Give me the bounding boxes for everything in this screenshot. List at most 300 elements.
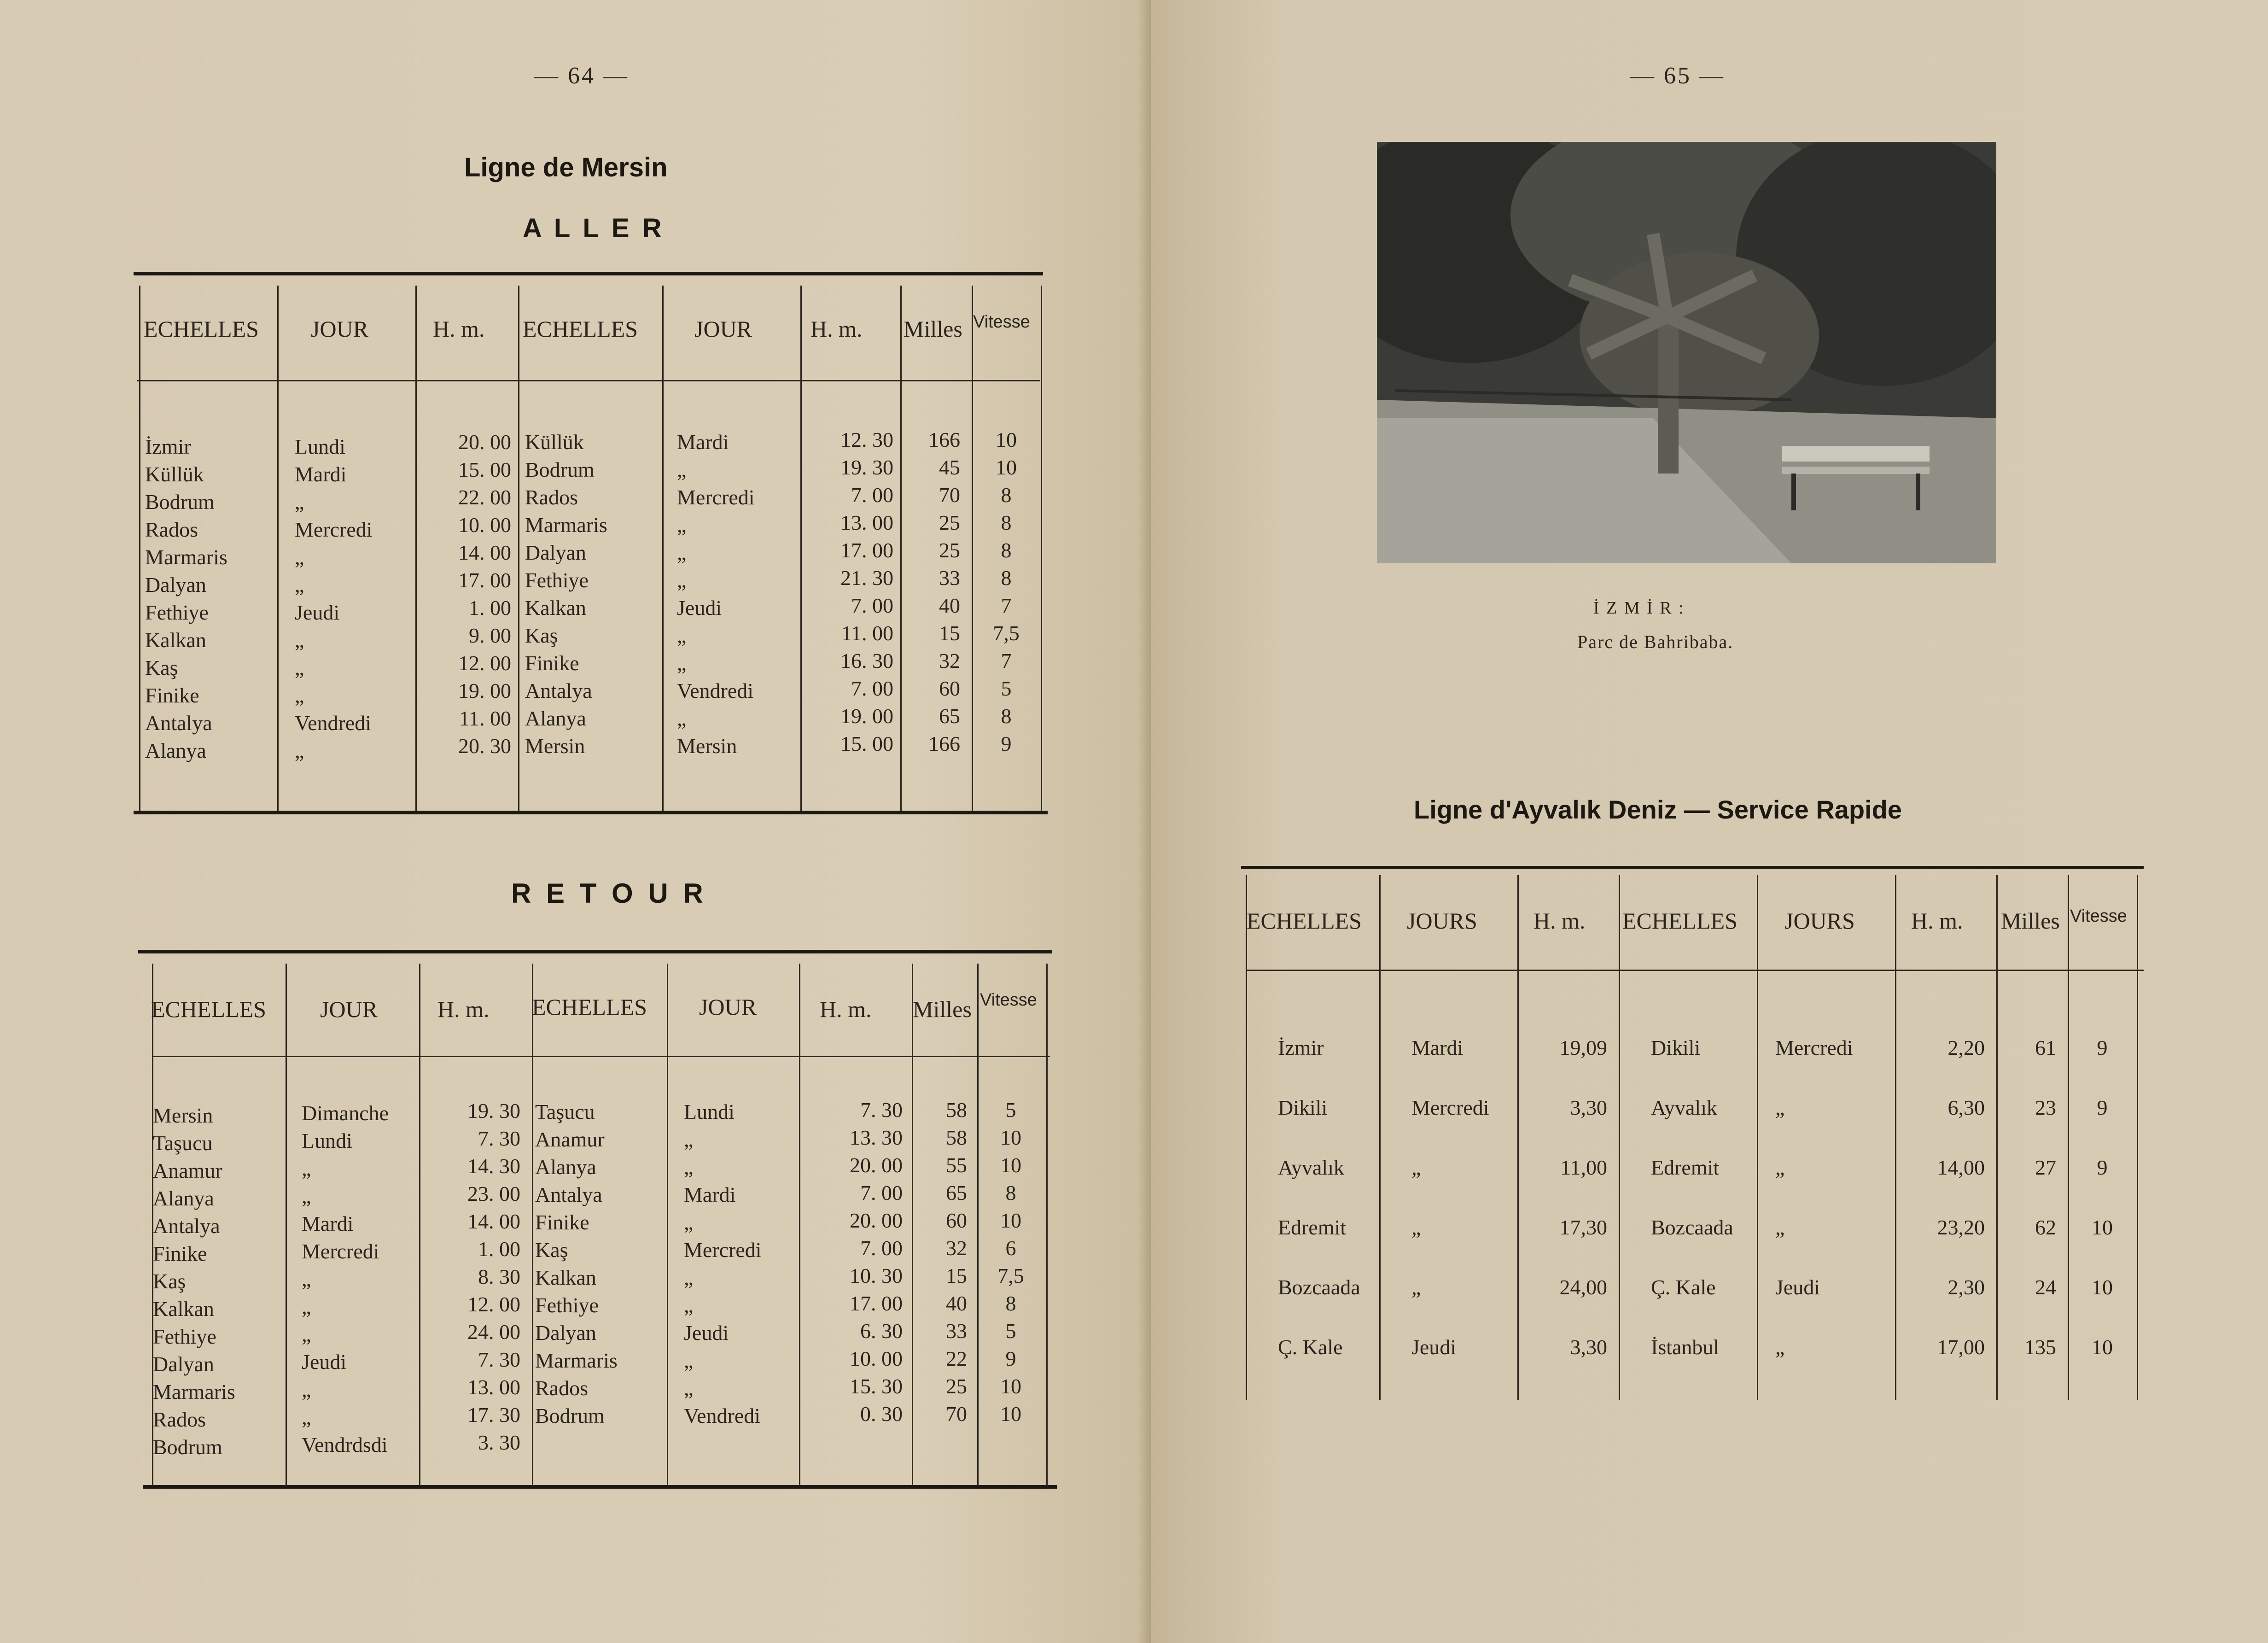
ayvalik-title: Ligne d'Ayvalık Deniz — Service Rapide [1414, 795, 1902, 824]
table-cell: 166 [928, 428, 960, 451]
table-cell: Kaş [153, 1269, 186, 1293]
table-cell: Antalya [525, 679, 592, 702]
table-cell: 11. 00 [459, 707, 511, 730]
table-cell: 6. 30 [860, 1319, 903, 1343]
table-cell: 12. 30 [840, 428, 893, 451]
table-cell: 8 [1001, 538, 1012, 562]
table-cell: 9 [2097, 1036, 2108, 1059]
aller-col-vitesse [976, 426, 1036, 758]
table-cell: „ [684, 1210, 694, 1234]
table-cell: 2,30 [1947, 1275, 1985, 1299]
table-cell: Jeudi [677, 596, 722, 620]
table-cell: 7. 30 [478, 1127, 520, 1150]
table-cell: 23,20 [1937, 1216, 1985, 1239]
table-cell: Edremit [1651, 1156, 1720, 1179]
table-cell: 17,00 [1937, 1335, 1985, 1359]
table-cell: Kalkan [145, 628, 206, 652]
table-cell: 21. 30 [840, 566, 893, 590]
table-cell: 62 [2035, 1216, 2056, 1239]
table-cell: 6,30 [1947, 1096, 1985, 1119]
aller-col-hm-2 [806, 426, 893, 758]
table-cell: 20. 30 [458, 734, 511, 758]
table-cell: Küllük [145, 462, 204, 486]
table-cell: 32 [939, 649, 960, 672]
table-cell: 32 [946, 1236, 967, 1260]
ayvalik-col-vitesse [2072, 1018, 2132, 1377]
table-cell: Antalya [145, 711, 212, 735]
table-cell: 61 [2035, 1036, 2056, 1059]
table-cell: Marmaris [153, 1380, 235, 1403]
table-cell: Mardi [684, 1183, 736, 1206]
table-cell: Jeudi [295, 601, 340, 624]
table-cell: 20. 00 [850, 1209, 903, 1232]
table-cell: Mercredi [1411, 1096, 1489, 1119]
aller-heading: A L L E R [523, 213, 665, 243]
header-hm: H. m. [433, 316, 485, 342]
table-cell: „ [295, 545, 304, 569]
table-cell: 12. 00 [467, 1292, 520, 1316]
aller-col-hm [428, 428, 511, 760]
table-cell: „ [684, 1349, 694, 1372]
header-hm: H. m. [437, 996, 490, 1022]
header-hm-2: H. m. [810, 316, 863, 342]
header-vitesse: Vitesse [2070, 906, 2127, 926]
table-cell: Kalkan [535, 1266, 596, 1289]
table-cell: 14. 00 [458, 541, 511, 564]
table-cell: 17. 00 [840, 538, 893, 562]
aller-col-jour [295, 433, 373, 765]
table-cell: Ayvalık [1278, 1156, 1344, 1179]
table-cell: Jeudi [1775, 1275, 1820, 1299]
table-cell: Bozcaada [1278, 1275, 1360, 1299]
table-cell: 40 [946, 1292, 967, 1315]
table-cell: 60 [946, 1209, 967, 1232]
table-cell: 8 [1001, 566, 1012, 590]
table-cell: Alanya [145, 739, 206, 762]
table-cell: 3,30 [1570, 1335, 1607, 1359]
table-cell: Finike [525, 651, 579, 675]
table-cell: Lundi [684, 1100, 735, 1123]
table-cell: 5 [1005, 1098, 1016, 1122]
table-cell: 8 [1005, 1292, 1016, 1315]
table-cell: Taşucu [153, 1131, 213, 1155]
table-cell: İzmir [145, 435, 191, 458]
header-echelles: ECHELLES [151, 996, 266, 1022]
table-cell: „ [684, 1155, 694, 1179]
retour-heading: R E T O U R [511, 878, 707, 909]
table-cell: „ [677, 707, 687, 730]
header-echelles: ECHELLES [1247, 908, 1362, 934]
table-cell: 11,00 [1560, 1156, 1607, 1179]
table-cell: Alanya [153, 1187, 214, 1210]
table-cell: 10 [1000, 1374, 1021, 1398]
retour-col-hm [428, 1097, 520, 1456]
table-cell: 65 [946, 1181, 967, 1204]
table-cell: İzmir [1278, 1036, 1324, 1059]
table-cell: 7. 30 [478, 1348, 520, 1371]
table-cell: 60 [939, 677, 960, 700]
retour-table [138, 950, 1057, 1493]
ayvalik-col-milles [2001, 1018, 2056, 1377]
table-cell: 33 [939, 566, 960, 590]
table-cell: 15. 30 [850, 1374, 903, 1398]
table-cell: „ [684, 1128, 694, 1151]
table-cell: „ [295, 628, 304, 652]
table-cell: Kalkan [153, 1297, 214, 1321]
table-cell: 65 [939, 704, 960, 728]
page-number: — 65 — [1630, 63, 1725, 89]
retour-col-jour [302, 1099, 389, 1459]
table-cell: Dikili [1651, 1036, 1701, 1059]
table-cell: 25 [939, 538, 960, 562]
table-cell: 15. 00 [458, 458, 511, 481]
table-cell: 24,00 [1559, 1275, 1607, 1299]
table-cell: Antalya [535, 1183, 602, 1206]
table-cell: 8 [1001, 511, 1012, 534]
table-cell: Dimanche [302, 1101, 389, 1125]
table-cell: 23 [2035, 1096, 2056, 1119]
table-cell: 135 [2024, 1335, 2056, 1359]
retour-col-milles [916, 1096, 967, 1428]
table-cell: Rados [525, 485, 578, 509]
table-cell: 7. 00 [860, 1236, 903, 1260]
header-jours-2: JOURS [1784, 908, 1855, 934]
table-cell: „ [302, 1378, 311, 1401]
header-jour-2: JOUR [699, 994, 757, 1020]
table-cell: 58 [946, 1098, 967, 1122]
table-cell: Vendredi [684, 1404, 761, 1427]
table-cell: Bozcaada [1651, 1216, 1733, 1239]
table-cell: Lundi [302, 1129, 352, 1152]
table-cell: Kaş [145, 656, 178, 679]
table-cell: 5 [1001, 677, 1012, 700]
table-cell: 9 [2097, 1156, 2108, 1179]
table-cell: 8 [1001, 704, 1012, 728]
header-hm: H. m. [1533, 908, 1586, 934]
table-cell: Rados [153, 1408, 206, 1431]
table-cell: 7,5 [993, 621, 1020, 645]
table-cell: 16. 30 [840, 649, 893, 672]
table-cell: Jeudi [1411, 1335, 1457, 1359]
table-cell: Mersin [153, 1104, 213, 1127]
table-cell: 19,09 [1559, 1036, 1607, 1059]
table-cell: „ [302, 1267, 311, 1291]
table-cell: 7 [1001, 594, 1012, 617]
table-cell: Dikili [1278, 1096, 1328, 1119]
table-cell: Finike [153, 1242, 207, 1265]
table-cell: 22 [946, 1347, 967, 1370]
header-echelles: ECHELLES [144, 316, 259, 342]
table-cell: 3. 30 [478, 1431, 520, 1454]
table-cell: 10 [2092, 1335, 2113, 1359]
table-cell: 3,30 [1570, 1096, 1607, 1119]
table-cell: 10 [2092, 1216, 2113, 1239]
table-cell: 0. 30 [860, 1402, 903, 1426]
table-cell: Rados [535, 1376, 588, 1400]
table-cell: „ [1775, 1335, 1785, 1359]
table-cell: 10 [996, 456, 1017, 479]
ayvalik-col-hm-2 [1895, 1018, 1985, 1377]
table-cell: 7. 00 [860, 1181, 903, 1204]
retour-col-echelles [153, 1102, 235, 1461]
table-cell: 7. 30 [860, 1098, 903, 1122]
table-cell: Bodrum [535, 1404, 605, 1427]
table-cell: „ [1411, 1275, 1421, 1299]
table-cell: 55 [946, 1153, 967, 1177]
aller-col-milles [905, 426, 960, 758]
ayvalik-col-jours-2 [1775, 1018, 1853, 1377]
table-cell: Fethiye [535, 1293, 599, 1317]
page-title: Ligne de Mersin [464, 152, 668, 182]
table-cell: „ [302, 1157, 311, 1180]
table-cell: „ [1775, 1156, 1785, 1179]
table-cell: 12. 00 [458, 651, 511, 675]
table-cell: 7,5 [997, 1264, 1024, 1287]
table-cell: 40 [939, 594, 960, 617]
header-jour: JOUR [320, 996, 378, 1022]
table-cell: Vendrdsdi [302, 1433, 388, 1456]
table-cell: Antalya [153, 1214, 220, 1238]
table-cell: 2,20 [1947, 1036, 1985, 1059]
table-cell: 25 [939, 511, 960, 534]
table-cell: Mardi [1411, 1036, 1463, 1059]
table-cell: „ [684, 1293, 694, 1317]
table-cell: 10 [1000, 1402, 1021, 1426]
photo-caption-title: İ Z M İ R : [1593, 598, 1685, 618]
table-cell: „ [677, 541, 687, 564]
table-cell: 7. 00 [851, 594, 893, 617]
table-cell: 19. 00 [840, 704, 893, 728]
header-jour: JOUR [311, 316, 369, 342]
table-cell: 20. 00 [458, 430, 511, 454]
table-cell: Dalyan [525, 541, 586, 564]
table-cell: 23. 00 [467, 1182, 520, 1205]
table-cell: 8 [1005, 1181, 1016, 1204]
table-cell: „ [677, 458, 687, 481]
retour-col-jour-2 [684, 1098, 762, 1430]
table-cell: „ [295, 656, 304, 679]
table-cell: Ç. Kale [1651, 1275, 1716, 1299]
table-cell: Bodrum [145, 490, 215, 514]
ayvalik-col-echelles [1278, 1018, 1360, 1377]
table-cell: Marmaris [145, 545, 227, 569]
table-cell: 7 [1001, 649, 1012, 672]
table-cell: 8. 30 [478, 1265, 520, 1288]
table-cell: 9 [2097, 1096, 2108, 1119]
aller-col-jour-2 [677, 428, 755, 760]
table-cell: „ [295, 490, 304, 514]
table-cell: Bodrum [525, 458, 595, 481]
table-cell: Jeudi [684, 1321, 729, 1345]
table-cell: Bodrum [153, 1435, 222, 1459]
header-milles: Milles [904, 316, 962, 342]
table-cell: Mersin [525, 734, 585, 758]
table-cell: 24. 00 [467, 1320, 520, 1344]
ayvalik-col-jours [1411, 1018, 1489, 1377]
table-cell: Marmaris [525, 513, 607, 537]
table-cell: İstanbul [1651, 1335, 1720, 1359]
table-cell: „ [302, 1184, 311, 1208]
table-cell: 1. 00 [478, 1237, 520, 1261]
retour-col-vitesse [981, 1096, 1041, 1428]
header-jour-2: JOUR [694, 316, 752, 342]
table-cell: 11. 00 [841, 621, 893, 645]
table-cell: Mersin [677, 734, 737, 758]
table-cell: Anamur [153, 1159, 222, 1182]
table-cell: 33 [946, 1319, 967, 1343]
table-cell: Fethiye [153, 1325, 216, 1348]
table-cell: 9 [1005, 1347, 1016, 1370]
header-vitesse: Vitesse [980, 990, 1037, 1010]
table-cell: 10. 00 [458, 513, 511, 537]
table-cell: 7. 00 [851, 677, 893, 700]
table-cell: 20. 00 [850, 1153, 903, 1177]
table-cell: „ [684, 1376, 694, 1400]
table-cell: 14. 00 [467, 1210, 520, 1233]
header-jours: JOURS [1407, 908, 1477, 934]
table-cell: 6 [1005, 1236, 1016, 1260]
table-cell: 166 [928, 732, 960, 755]
table-cell: „ [302, 1405, 311, 1429]
table-cell: „ [684, 1266, 694, 1289]
page-number: — 64 — [534, 63, 629, 89]
table-cell: 70 [946, 1402, 967, 1426]
table-cell: 13. 00 [467, 1375, 520, 1399]
header-vitesse: Vitesse [973, 312, 1030, 332]
table-cell: Mercredi [1775, 1036, 1853, 1059]
table-cell: 7. 00 [851, 483, 893, 507]
table-cell: 24 [2035, 1275, 2056, 1299]
table-cell: Mercredi [684, 1238, 762, 1262]
table-cell: 8 [1001, 483, 1012, 507]
table-cell: 58 [946, 1126, 967, 1149]
table-cell: 19. 30 [840, 456, 893, 479]
table-cell: „ [302, 1322, 311, 1346]
table-cell: 5 [1005, 1319, 1016, 1343]
retour-col-hm-2 [810, 1096, 903, 1428]
table-cell: 17,30 [1559, 1216, 1607, 1239]
header-hm-2: H. m. [1911, 908, 1963, 934]
table-cell: Vendredi [295, 711, 372, 735]
table-cell: Rados [145, 518, 198, 541]
ayvalik-col-echelles-2 [1651, 1018, 1733, 1377]
table-cell: „ [295, 739, 304, 762]
table-cell: 10 [1000, 1209, 1021, 1232]
table-cell: „ [677, 651, 687, 675]
table-cell: Ç. Kale [1278, 1335, 1343, 1359]
table-cell: 10. 30 [850, 1264, 903, 1287]
table-cell: „ [1411, 1216, 1421, 1239]
table-cell: Finike [535, 1210, 589, 1234]
table-cell: 22. 00 [458, 485, 511, 509]
table-cell: 13. 00 [840, 511, 893, 534]
table-cell: 14. 30 [467, 1154, 520, 1178]
park-photo-drawing [1377, 142, 1996, 563]
table-cell: 15 [939, 621, 960, 645]
table-cell: 27 [2035, 1156, 2056, 1179]
table-cell: „ [677, 624, 687, 647]
table-cell: 13. 30 [850, 1126, 903, 1149]
table-cell: Kaş [525, 624, 558, 647]
table-cell: 10 [1000, 1126, 1021, 1149]
aller-col-echelles [145, 433, 227, 765]
table-cell: Mardi [302, 1212, 354, 1235]
header-milles: Milles [913, 996, 972, 1022]
table-cell: „ [677, 513, 687, 537]
table-cell: 14,00 [1937, 1156, 1985, 1179]
table-cell: Mercredi [295, 518, 373, 541]
table-cell: 25 [946, 1374, 967, 1398]
table-cell: 10 [1000, 1153, 1021, 1177]
table-cell: Marmaris [535, 1349, 618, 1372]
photo-caption-subtitle: Parc de Bahribaba. [1577, 631, 1734, 652]
table-cell: Jeudi [302, 1350, 347, 1374]
park-photo [1377, 142, 1996, 563]
table-cell: Lundi [295, 435, 345, 458]
table-cell: „ [1775, 1216, 1785, 1239]
table-cell: Mercredi [677, 485, 755, 509]
table-cell: Küllük [525, 430, 584, 454]
table-cell: „ [677, 568, 687, 592]
table-cell: Vendredi [677, 679, 754, 702]
aller-table [134, 272, 1048, 820]
header-hm-2: H. m. [820, 996, 872, 1022]
table-cell: 10 [2092, 1275, 2113, 1299]
table-cell: „ [302, 1295, 311, 1318]
table-cell: 17. 00 [458, 568, 511, 592]
table-cell: 17. 00 [850, 1292, 903, 1315]
retour-col-echelles-2 [535, 1098, 618, 1430]
table-cell: Kalkan [525, 596, 586, 620]
table-cell: Dalyan [535, 1321, 596, 1345]
table-cell: Edremit [1278, 1216, 1347, 1239]
table-cell: 10. 00 [850, 1347, 903, 1370]
table-cell: 19. 00 [458, 679, 511, 702]
table-cell: 1. 00 [469, 596, 511, 620]
table-cell: Fethiye [145, 601, 209, 624]
header-milles: Milles [2001, 908, 2060, 934]
table-cell: 17. 30 [467, 1403, 520, 1427]
table-cell: Finike [145, 684, 199, 707]
table-cell: 15 [946, 1264, 967, 1287]
table-cell: Dalyan [145, 573, 206, 596]
table-cell: Anamur [535, 1128, 605, 1151]
table-cell: Fethiye [525, 568, 589, 592]
table-cell: 15. 00 [840, 732, 893, 755]
table-cell: Alanya [525, 707, 586, 730]
header-echelles-2: ECHELLES [523, 316, 638, 342]
table-cell: „ [295, 573, 304, 596]
header-echelles-2: ECHELLES [532, 994, 647, 1020]
table-cell: Mardi [295, 462, 347, 486]
ayvalik-col-hm [1527, 1018, 1607, 1377]
table-cell: Kaş [535, 1238, 568, 1262]
table-cell: 9 [1001, 732, 1012, 755]
table-cell: Dalyan [153, 1352, 214, 1376]
table-cell: „ [295, 684, 304, 707]
table-cell: Alanya [535, 1155, 596, 1179]
table-cell: Mercredi [302, 1240, 379, 1263]
table-cell: „ [1775, 1096, 1785, 1119]
table-cell: 10 [996, 428, 1017, 451]
table-cell: Mardi [677, 430, 729, 454]
ayvalik-table [1241, 866, 2151, 1400]
table-cell: 9. 00 [469, 624, 511, 647]
table-cell: 45 [939, 456, 960, 479]
table-cell: 70 [939, 483, 960, 507]
header-echelles-2: ECHELLES [1622, 908, 1737, 934]
table-cell: Ayvalık [1651, 1096, 1717, 1119]
